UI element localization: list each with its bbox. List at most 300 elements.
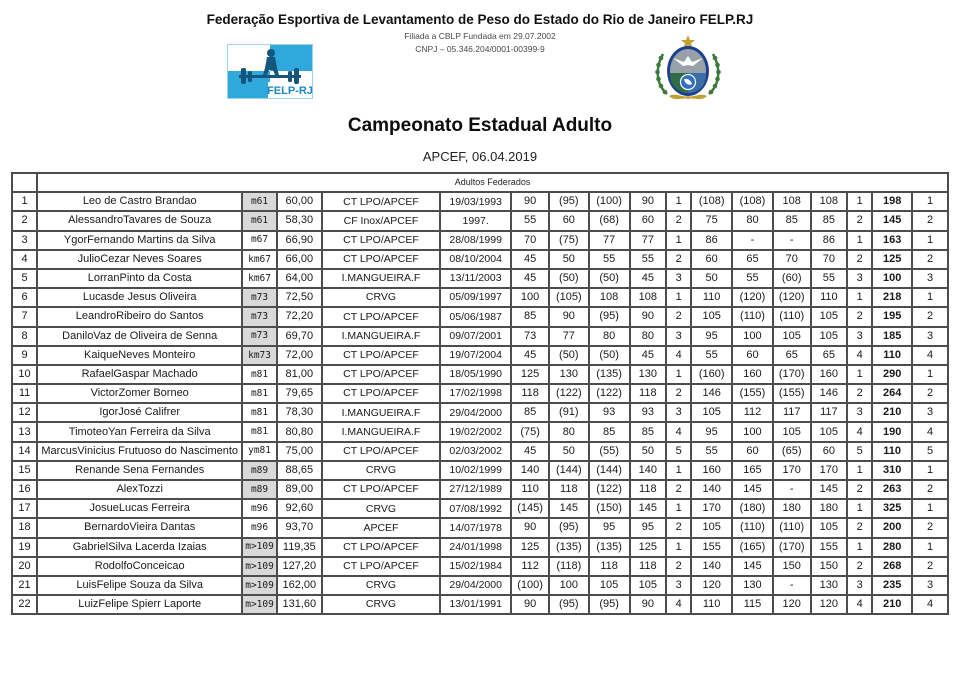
table-row (12, 499, 948, 518)
cleanjerk-attempt-3: 180 (773, 499, 811, 518)
total: 235 (872, 576, 912, 595)
cleanjerk-attempt-1: 55 (691, 442, 732, 461)
section-header: Adultos Federados (37, 173, 948, 192)
birthdate: 13/01/1991 (440, 595, 511, 614)
snatch-rank: 4 (666, 595, 691, 614)
cleanjerk-rank: 1 (847, 461, 872, 480)
total-rank: 1 (912, 231, 948, 250)
total-rank: 4 (912, 595, 948, 614)
bodyweight: 119,35 (277, 538, 322, 557)
category: m>109 (242, 595, 277, 614)
table-row (12, 211, 948, 230)
row-number: 9 (12, 346, 37, 365)
snatch-attempt-2: (135) (549, 538, 589, 557)
athlete-name: LuizFelipe Spierr Laporte (37, 595, 242, 614)
cleanjerk-attempt-3: 170 (773, 461, 811, 480)
club: CT LPO/APCEF (322, 250, 440, 269)
bodyweight: 89,00 (277, 480, 322, 499)
snatch-best: 85 (630, 422, 667, 441)
cleanjerk-attempt-3: 65 (773, 346, 811, 365)
section-header-row (12, 173, 948, 192)
cleanjerk-best: 146 (811, 384, 848, 403)
total: 290 (872, 365, 912, 384)
category: m73 (242, 288, 277, 307)
snatch-rank: 2 (666, 557, 691, 576)
club: I.MANGUEIRA.F (322, 327, 440, 346)
cleanjerk-attempt-1: 155 (691, 538, 732, 557)
bodyweight: 131,60 (277, 595, 322, 614)
snatch-attempt-1: (145) (511, 499, 549, 518)
cleanjerk-best: 108 (811, 192, 848, 211)
category: m96 (242, 518, 277, 537)
snatch-attempt-2: 118 (549, 480, 589, 499)
cleanjerk-attempt-3: 108 (773, 192, 811, 211)
cnpj-line: CNPJ – 05.346.204/0001-00399-9 (415, 44, 545, 54)
cleanjerk-attempt-1: 60 (691, 250, 732, 269)
cleanjerk-attempt-1: (160) (691, 365, 732, 384)
athlete-name: Renande Sena Fernandes (37, 461, 242, 480)
total: 125 (872, 250, 912, 269)
cleanjerk-best: 110 (811, 288, 848, 307)
snatch-attempt-1: 100 (511, 288, 549, 307)
snatch-attempt-2: (118) (549, 557, 589, 576)
snatch-best: 45 (630, 269, 667, 288)
cleanjerk-attempt-2: 115 (732, 595, 773, 614)
table-row (12, 557, 948, 576)
snatch-rank: 3 (666, 269, 691, 288)
cleanjerk-rank: 3 (847, 327, 872, 346)
cleanjerk-rank: 5 (847, 442, 872, 461)
club: CT LPO/APCEF (322, 557, 440, 576)
cleanjerk-rank: 2 (847, 480, 872, 499)
athlete-name: KaiqueNeves Monteiro (37, 346, 242, 365)
total: 210 (872, 595, 912, 614)
cleanjerk-attempt-2: 160 (732, 365, 773, 384)
athlete-name: RafaelGaspar Machado (37, 365, 242, 384)
row-number: 7 (12, 307, 37, 326)
birthdate: 09/07/2001 (440, 327, 511, 346)
total: 190 (872, 422, 912, 441)
table-row (12, 192, 948, 211)
cleanjerk-attempt-1: 140 (691, 557, 732, 576)
snatch-attempt-1: 55 (511, 211, 549, 230)
snatch-rank: 5 (666, 442, 691, 461)
bodyweight: 66,00 (277, 250, 322, 269)
athlete-name: AlexTozzi (37, 480, 242, 499)
cleanjerk-attempt-1: 95 (691, 422, 732, 441)
row-number: 8 (12, 327, 37, 346)
snatch-attempt-2: (95) (549, 518, 589, 537)
snatch-attempt-3: (135) (589, 365, 630, 384)
athlete-name: AlessandroTavares de Souza (37, 211, 242, 230)
cleanjerk-best: 105 (811, 422, 848, 441)
cleanjerk-attempt-2: 55 (732, 269, 773, 288)
cleanjerk-rank: 2 (847, 557, 872, 576)
snatch-rank: 2 (666, 518, 691, 537)
cleanjerk-attempt-1: 95 (691, 327, 732, 346)
category: m>109 (242, 538, 277, 557)
snatch-attempt-1: 73 (511, 327, 549, 346)
category: km67 (242, 250, 277, 269)
snatch-best: 145 (630, 499, 667, 518)
cleanjerk-attempt-3: 120 (773, 595, 811, 614)
cleanjerk-attempt-2: (155) (732, 384, 773, 403)
cleanjerk-rank: 3 (847, 403, 872, 422)
cleanjerk-attempt-2: 100 (732, 422, 773, 441)
table-row (12, 480, 948, 499)
bodyweight: 162,00 (277, 576, 322, 595)
birthdate: 19/07/2004 (440, 346, 511, 365)
total-rank: 3 (912, 403, 948, 422)
category: m73 (242, 327, 277, 346)
row-number: 21 (12, 576, 37, 595)
total-rank: 5 (912, 442, 948, 461)
snatch-rank: 1 (666, 192, 691, 211)
club: APCEF (322, 518, 440, 537)
total: 110 (872, 442, 912, 461)
cleanjerk-attempt-1: 55 (691, 346, 732, 365)
cleanjerk-attempt-2: (165) (732, 538, 773, 557)
event-subtitle: APCEF, 06.04.2019 (422, 149, 538, 164)
birthdate: 19/02/2002 (440, 422, 511, 441)
category: m89 (242, 480, 277, 499)
svg-text:FELP-RJ: FELP-RJ (267, 85, 313, 97)
total-rank: 3 (912, 269, 948, 288)
bodyweight: 78,30 (277, 403, 322, 422)
cleanjerk-attempt-2: (110) (732, 307, 773, 326)
snatch-attempt-2: (50) (549, 346, 589, 365)
affiliation-line: Filiada a CBLP Fundada em 29.07.2002 (404, 31, 556, 41)
total-rank: 2 (912, 557, 948, 576)
club: CRVG (322, 499, 440, 518)
bodyweight: 58,30 (277, 211, 322, 230)
cleanjerk-attempt-2: 65 (732, 250, 773, 269)
snatch-attempt-3: 118 (589, 557, 630, 576)
snatch-attempt-2: (122) (549, 384, 589, 403)
snatch-rank: 1 (666, 461, 691, 480)
cleanjerk-attempt-3: (120) (773, 288, 811, 307)
snatch-best: 118 (630, 480, 667, 499)
birthdate: 05/09/1997 (440, 288, 511, 307)
snatch-attempt-3: (122) (589, 384, 630, 403)
snatch-attempt-1: 110 (511, 480, 549, 499)
bodyweight: 80,80 (277, 422, 322, 441)
snatch-best: 50 (630, 442, 667, 461)
row-number: 1 (12, 192, 37, 211)
athlete-name: Lucasde Jesus Oliveira (37, 288, 242, 307)
club: CT LPO/APCEF (322, 346, 440, 365)
birthdate: 28/08/1999 (440, 231, 511, 250)
cleanjerk-rank: 1 (847, 192, 872, 211)
snatch-attempt-3: 77 (589, 231, 630, 250)
total: 198 (872, 192, 912, 211)
total-rank: 4 (912, 422, 948, 441)
club: CT LPO/APCEF (322, 365, 440, 384)
category: m89 (242, 461, 277, 480)
birthdate: 1997. (440, 211, 511, 230)
snatch-attempt-3: (95) (589, 307, 630, 326)
bodyweight: 64,00 (277, 269, 322, 288)
snatch-attempt-1: 90 (511, 595, 549, 614)
snatch-best: 60 (630, 211, 667, 230)
row-number: 18 (12, 518, 37, 537)
club: I.MANGUEIRA.F (322, 422, 440, 441)
cleanjerk-attempt-3: (170) (773, 365, 811, 384)
total: 195 (872, 307, 912, 326)
rio-de-janeiro-coat-of-arms-icon (647, 34, 729, 106)
cleanjerk-best: 86 (811, 231, 848, 250)
snatch-attempt-1: 125 (511, 365, 549, 384)
birthdate: 05/06/1987 (440, 307, 511, 326)
snatch-best: 55 (630, 250, 667, 269)
snatch-attempt-3: (150) (589, 499, 630, 518)
bodyweight: 66,90 (277, 231, 322, 250)
cleanjerk-attempt-2: 145 (732, 480, 773, 499)
cleanjerk-rank: 2 (847, 307, 872, 326)
cleanjerk-attempt-3: (170) (773, 538, 811, 557)
cleanjerk-rank: 4 (847, 346, 872, 365)
birthdate: 27/12/1989 (440, 480, 511, 499)
table-row (12, 538, 948, 557)
snatch-attempt-2: (75) (549, 231, 589, 250)
snatch-attempt-2: (91) (549, 403, 589, 422)
cleanjerk-best: 117 (811, 403, 848, 422)
snatch-attempt-3: (50) (589, 269, 630, 288)
club: CRVG (322, 461, 440, 480)
table-row (12, 576, 948, 595)
cleanjerk-attempt-3: - (773, 576, 811, 595)
snatch-attempt-2: (95) (549, 595, 589, 614)
cleanjerk-attempt-2: 100 (732, 327, 773, 346)
cleanjerk-rank: 1 (847, 499, 872, 518)
club: I.MANGUEIRA.F (322, 403, 440, 422)
cleanjerk-attempt-1: 170 (691, 499, 732, 518)
table-row (12, 307, 948, 326)
cleanjerk-rank: 3 (847, 269, 872, 288)
cleanjerk-attempt-1: 105 (691, 403, 732, 422)
cleanjerk-best: 150 (811, 557, 848, 576)
snatch-best: 105 (630, 576, 667, 595)
snatch-best: 77 (630, 231, 667, 250)
cleanjerk-best: 180 (811, 499, 848, 518)
category: m81 (242, 422, 277, 441)
snatch-attempt-3: (95) (589, 595, 630, 614)
snatch-best: 130 (630, 365, 667, 384)
total: 200 (872, 518, 912, 537)
snatch-rank: 2 (666, 211, 691, 230)
snatch-rank: 2 (666, 480, 691, 499)
category: km67 (242, 269, 277, 288)
cleanjerk-rank: 2 (847, 211, 872, 230)
cleanjerk-best: 105 (811, 327, 848, 346)
cleanjerk-rank: 1 (847, 231, 872, 250)
cleanjerk-attempt-3: 70 (773, 250, 811, 269)
birthdate: 02/03/2002 (440, 442, 511, 461)
snatch-best: 118 (630, 557, 667, 576)
snatch-attempt-2: (144) (549, 461, 589, 480)
snatch-best: 140 (630, 461, 667, 480)
birthdate: 24/01/1998 (440, 538, 511, 557)
table-row (12, 422, 948, 441)
snatch-attempt-1: 45 (511, 442, 549, 461)
total: 145 (872, 211, 912, 230)
club: CT LPO/APCEF (322, 442, 440, 461)
snatch-attempt-3: 93 (589, 403, 630, 422)
snatch-attempt-2: 60 (549, 211, 589, 230)
snatch-attempt-3: 85 (589, 422, 630, 441)
total-rank: 1 (912, 499, 948, 518)
athlete-name: DaniloVaz de Oliveira de Senna (37, 327, 242, 346)
table-row (12, 403, 948, 422)
cleanjerk-attempt-2: (120) (732, 288, 773, 307)
table-row (12, 269, 948, 288)
total-rank: 1 (912, 192, 948, 211)
category: ym81 (242, 442, 277, 461)
table-row (12, 346, 948, 365)
cleanjerk-rank: 2 (847, 384, 872, 403)
athlete-name: LeandroRibeiro do Santos (37, 307, 242, 326)
total-rank: 2 (912, 384, 948, 403)
bodyweight: 92,60 (277, 499, 322, 518)
cleanjerk-attempt-2: (108) (732, 192, 773, 211)
event-title: Campeonato Estadual Adulto (347, 115, 613, 136)
club: CT LPO/APCEF (322, 231, 440, 250)
snatch-attempt-2: (50) (549, 269, 589, 288)
athlete-name: IgorJosé Califrer (37, 403, 242, 422)
row-number: 16 (12, 480, 37, 499)
cleanjerk-rank: 2 (847, 518, 872, 537)
snatch-attempt-3: 80 (589, 327, 630, 346)
athlete-name: BernardoVieira Dantas (37, 518, 242, 537)
category: m67 (242, 231, 277, 250)
cleanjerk-attempt-1: (108) (691, 192, 732, 211)
cleanjerk-attempt-2: 60 (732, 346, 773, 365)
snatch-rank: 3 (666, 576, 691, 595)
row-number: 11 (12, 384, 37, 403)
row-number: 22 (12, 595, 37, 614)
row-number: 14 (12, 442, 37, 461)
snatch-attempt-1: 112 (511, 557, 549, 576)
cleanjerk-best: 60 (811, 442, 848, 461)
athlete-name: Leo de Castro Brandao (37, 192, 242, 211)
snatch-rank: 1 (666, 231, 691, 250)
row-number: 12 (12, 403, 37, 422)
athlete-name: YgorFernando Martins da Silva (37, 231, 242, 250)
cleanjerk-best: 55 (811, 269, 848, 288)
total: 185 (872, 327, 912, 346)
corner-cell (12, 173, 37, 192)
cleanjerk-rank: 3 (847, 576, 872, 595)
athlete-name: RodolfoConceicao (37, 557, 242, 576)
category: km73 (242, 346, 277, 365)
athlete-name: GabrielSilva Lacerda Izaias (37, 538, 242, 557)
total-rank: 1 (912, 538, 948, 557)
snatch-rank: 3 (666, 403, 691, 422)
row-number: 20 (12, 557, 37, 576)
bodyweight: 79,65 (277, 384, 322, 403)
birthdate: 10/02/1999 (440, 461, 511, 480)
snatch-attempt-2: 80 (549, 422, 589, 441)
snatch-attempt-1: 140 (511, 461, 549, 480)
birthdate: 14/07/1978 (440, 518, 511, 537)
club: CT LPO/APCEF (322, 384, 440, 403)
total: 210 (872, 403, 912, 422)
bodyweight: 60,00 (277, 192, 322, 211)
snatch-best: 118 (630, 384, 667, 403)
cleanjerk-attempt-2: (180) (732, 499, 773, 518)
cleanjerk-attempt-3: (65) (773, 442, 811, 461)
birthdate: 07/08/1992 (440, 499, 511, 518)
snatch-attempt-3: (122) (589, 480, 630, 499)
birthdate: 17/02/1998 (440, 384, 511, 403)
table-row (12, 327, 948, 346)
total-rank: 3 (912, 576, 948, 595)
athlete-name: MarcusVinicius Frutuoso do Nascimento (37, 442, 242, 461)
cleanjerk-best: 65 (811, 346, 848, 365)
cleanjerk-rank: 1 (847, 365, 872, 384)
cleanjerk-attempt-3: (60) (773, 269, 811, 288)
total-rank: 3 (912, 327, 948, 346)
snatch-rank: 1 (666, 288, 691, 307)
cleanjerk-attempt-3: 117 (773, 403, 811, 422)
snatch-rank: 1 (666, 499, 691, 518)
snatch-attempt-3: (50) (589, 346, 630, 365)
snatch-rank: 3 (666, 327, 691, 346)
snatch-attempt-2: 50 (549, 442, 589, 461)
cleanjerk-attempt-3: 85 (773, 211, 811, 230)
table-row (12, 288, 948, 307)
cleanjerk-attempt-1: 110 (691, 288, 732, 307)
total-rank: 2 (912, 307, 948, 326)
athlete-name: JosueLucas Ferreira (37, 499, 242, 518)
results-table (11, 172, 949, 615)
snatch-attempt-2: 50 (549, 250, 589, 269)
snatch-best: 95 (630, 518, 667, 537)
table-row (12, 384, 948, 403)
club: CRVG (322, 595, 440, 614)
table-row (12, 518, 948, 537)
cleanjerk-attempt-1: 75 (691, 211, 732, 230)
snatch-attempt-3: (68) (589, 211, 630, 230)
total: 163 (872, 231, 912, 250)
row-number: 10 (12, 365, 37, 384)
bodyweight: 72,50 (277, 288, 322, 307)
snatch-best: 90 (630, 307, 667, 326)
bodyweight: 72,00 (277, 346, 322, 365)
cleanjerk-attempt-2: 112 (732, 403, 773, 422)
bodyweight: 127,20 (277, 557, 322, 576)
snatch-rank: 2 (666, 384, 691, 403)
table-row (12, 365, 948, 384)
snatch-attempt-3: (135) (589, 538, 630, 557)
snatch-attempt-2: 90 (549, 307, 589, 326)
bodyweight: 93,70 (277, 518, 322, 537)
snatch-best: 108 (630, 288, 667, 307)
club: CT LPO/APCEF (322, 307, 440, 326)
table-row (12, 231, 948, 250)
cleanjerk-rank: 4 (847, 422, 872, 441)
snatch-attempt-1: (75) (511, 422, 549, 441)
snatch-attempt-2: 145 (549, 499, 589, 518)
cleanjerk-attempt-3: 150 (773, 557, 811, 576)
cleanjerk-attempt-3: (110) (773, 518, 811, 537)
cleanjerk-attempt-3: (110) (773, 307, 811, 326)
row-number: 4 (12, 250, 37, 269)
snatch-rank: 4 (666, 346, 691, 365)
category: m61 (242, 211, 277, 230)
cleanjerk-best: 85 (811, 211, 848, 230)
total: 218 (872, 288, 912, 307)
